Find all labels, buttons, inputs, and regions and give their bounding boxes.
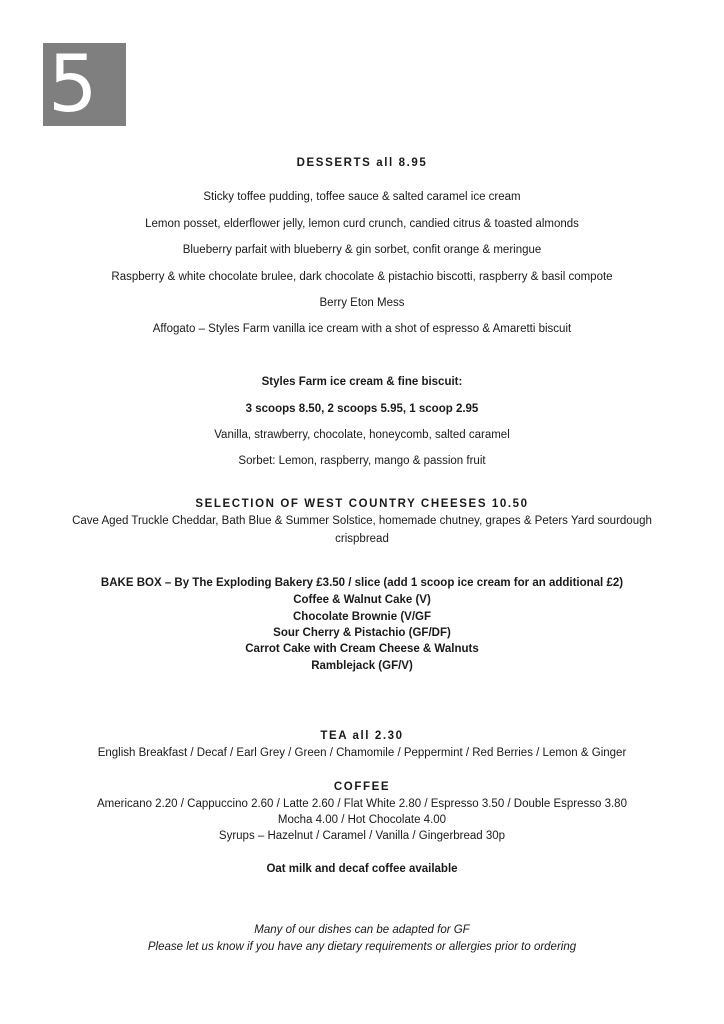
bake-box-item: Sour Cherry & Pistachio (GF/DF)	[273, 627, 451, 639]
logo-word: DIALS	[141, 66, 153, 118]
bake-box-item: Carrot Cake with Cream Cheese & Walnuts	[245, 643, 479, 655]
ice-cream-prices: 3 scoops 8.50, 2 scoops 5.95, 1 scoop 2.95	[245, 403, 479, 415]
dessert-item: Blueberry parfait with blueberry & gin sorbet, confit orange & meringue	[182, 244, 542, 256]
footer-gf-note: Many of our dishes can be adapted for GF	[254, 924, 470, 936]
syrups-list: Syrups – Hazelnut / Caramel / Vanilla / Gingerbread 30p	[218, 830, 506, 842]
cheese-description-cont: crispbread	[335, 533, 389, 545]
footer-allergy-note: Please let us know if you have any dietary requirements or allergies prior to ordering	[147, 941, 577, 953]
dessert-item: Affogato – Styles Farm vanilla ice cream with a shot of espresso & Amaretti biscuit	[152, 323, 572, 335]
dessert-item: Berry Eton Mess	[319, 297, 405, 309]
cheese-heading: SELECTION OF WEST COUNTRY CHEESES 10.50	[195, 498, 529, 510]
bake-box-item: Ramblejack (GF/V)	[311, 660, 413, 672]
logo-number: 5	[48, 40, 98, 130]
ice-cream-flavours: Vanilla, strawberry, chocolate, honeycomb, salted caramel	[214, 429, 510, 441]
bake-box-heading: BAKE BOX – By The Exploding Bakery £3.50 / slice (add 1 scoop ice cream for an additional £2)	[100, 577, 624, 589]
dessert-item: Raspberry & white chocolate brulee, dark chocolate & pistachio biscotti, raspberry & basil compote	[111, 271, 613, 283]
milk-note: Oat milk and decaf coffee available	[266, 863, 458, 875]
logo	[43, 40, 153, 130]
bake-box-item: Coffee & Walnut Cake (V)	[293, 594, 431, 606]
bake-box-item: Chocolate Brownie (V/GF	[292, 611, 431, 623]
ice-cream-heading: Styles Farm ice cream & fine biscuit:	[261, 376, 463, 388]
dessert-item: Sticky toffee pudding, toffee sauce & salted caramel ice cream	[203, 191, 521, 203]
coffee-heading: COFFEE	[333, 781, 391, 793]
cheese-description: Cave Aged Truckle Cheddar, Bath Blue & Summer Solstice, homemade chutney, grapes & Peters Yard sourdough	[72, 515, 652, 527]
sorbet-flavours: Sorbet: Lemon, raspberry, mango & passion fruit	[238, 455, 486, 467]
coffee-list-cont: Mocha 4.00 / Hot Chocolate 4.00	[277, 814, 447, 826]
dessert-item: Lemon posset, elderflower jelly, lemon curd crunch, candied citrus & toasted almonds	[145, 218, 579, 230]
tea-list: English Breakfast / Decaf / Earl Grey / Green / Chamomile / Peppermint / Red Berries / Lemon & Ginger	[97, 747, 627, 759]
desserts-heading: DESSERTS all 8.95	[296, 157, 428, 169]
tea-heading: TEA all 2.30	[320, 730, 404, 742]
coffee-list: Americano 2.20 / Cappuccino 2.60 / Latte 2.60 / Flat White 2.80 / Espresso 3.50 / Double Espresso 3.80	[97, 798, 627, 810]
